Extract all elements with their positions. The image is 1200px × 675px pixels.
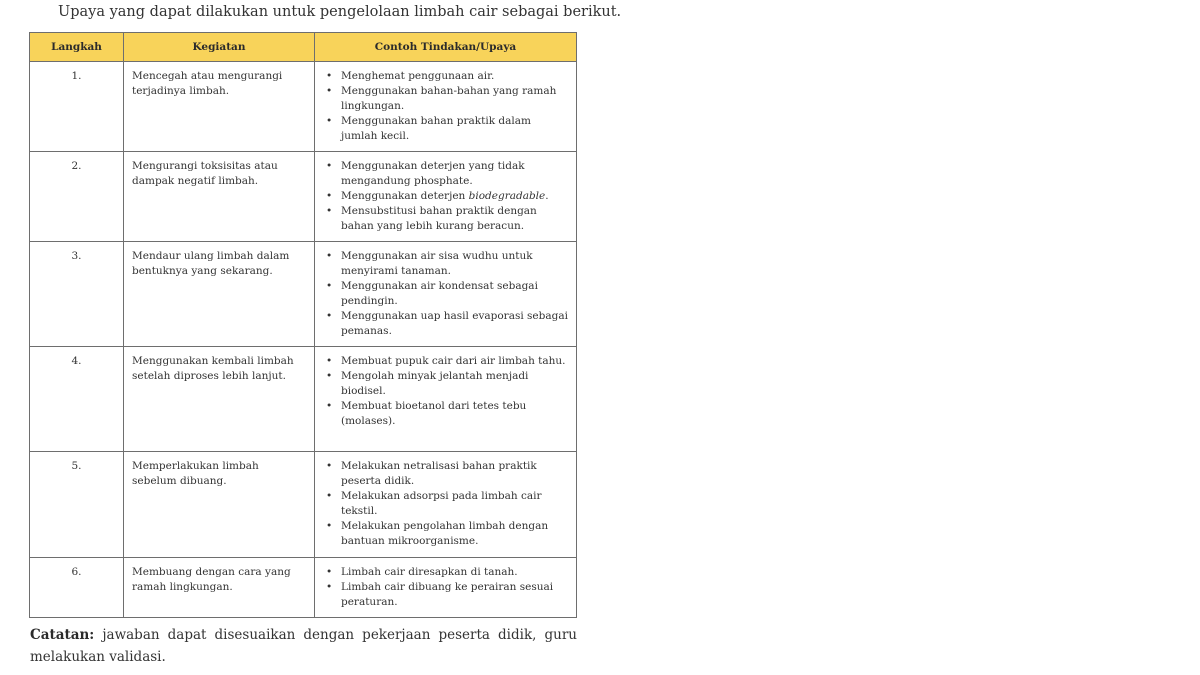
waste-management-table-container — [29, 32, 576, 618]
table-row — [30, 62, 577, 152]
action-item — [341, 580, 568, 610]
action-text: Melakukan adsorpsi pada limbah cair tekstil. — [341, 490, 542, 517]
action-text: Menggunakan deterjen yang tidak mengandung phosphate. — [341, 160, 525, 187]
note-label: Catatan: — [30, 627, 95, 643]
note-paragraph — [30, 624, 577, 668]
actions-cell — [315, 242, 577, 347]
step-number: 1. — [30, 62, 124, 152]
note-text: jawaban dapat disesuaikan dengan pekerjaan peserta didik, guru melakukan validasi. — [30, 627, 577, 665]
action-text: Menggunakan deterjen — [341, 190, 469, 202]
waste-management-table — [29, 32, 577, 618]
action-item — [341, 309, 568, 339]
actions-list — [323, 459, 568, 549]
action-text-suffix: . — [545, 190, 549, 202]
action-text: Mensubstitusi bahan praktik dengan bahan yang lebih kurang beracun. — [341, 205, 537, 232]
action-item — [341, 565, 568, 580]
action-item — [341, 69, 568, 84]
actions-list — [323, 159, 568, 234]
action-item — [341, 159, 568, 189]
table-row — [30, 242, 577, 347]
step-number: 2. — [30, 152, 124, 242]
table-row — [30, 452, 577, 558]
action-text: Melakukan netralisasi bahan praktik peserta didik. — [341, 460, 537, 487]
actions-cell — [315, 62, 577, 152]
activity-cell: Mengurangi toksisitas atau dampak negatif limbah. — [124, 152, 315, 242]
action-item — [341, 84, 568, 114]
header-activity: Kegiatan — [124, 33, 315, 62]
table-row — [30, 152, 577, 242]
actions-list — [323, 249, 568, 339]
header-step: Langkah — [30, 33, 124, 62]
actions-cell — [315, 452, 577, 558]
activity-cell: Menggunakan kembali limbah setelah diproses lebih lanjut. — [124, 347, 315, 452]
action-item — [341, 519, 568, 549]
actions-cell — [315, 347, 577, 452]
action-text: Menggunakan air sisa wudhu untuk menyirami tanaman. — [341, 250, 533, 277]
action-item — [341, 354, 568, 369]
action-item — [341, 249, 568, 279]
action-text: Limbah cair diresapkan di tanah. — [341, 566, 518, 578]
step-number: 5. — [30, 452, 124, 558]
table-row — [30, 558, 577, 618]
actions-cell — [315, 558, 577, 618]
step-number: 3. — [30, 242, 124, 347]
actions-list — [323, 354, 568, 429]
action-text: Membuat pupuk cair dari air limbah tahu. — [341, 355, 566, 367]
activity-cell: Mencegah atau mengurangi terjadinya limbah. — [124, 62, 315, 152]
action-text: Mengolah minyak jelantah menjadi biodisel. — [341, 370, 529, 397]
action-text: Menggunakan uap hasil evaporasi sebagai pemanas. — [341, 310, 568, 337]
action-italic-text: biodegradable — [468, 190, 546, 202]
activity-cell: Mendaur ulang limbah dalam bentuknya yang sekarang. — [124, 242, 315, 347]
action-item — [341, 369, 568, 399]
action-text: Menghemat penggunaan air. — [341, 70, 495, 82]
table-row — [30, 347, 577, 452]
action-text: Menggunakan bahan-bahan yang ramah lingkungan. — [341, 85, 557, 112]
action-text: Menggunakan bahan praktik dalam jumlah kecil. — [341, 115, 531, 142]
actions-list — [323, 565, 568, 610]
action-item — [341, 204, 568, 234]
action-item — [341, 399, 568, 429]
intro-text: Upaya yang dapat dilakukan untuk pengelolaan limbah cair sebagai berikut. — [58, 4, 622, 20]
table-header-row — [30, 33, 577, 62]
activity-cell: Membuang dengan cara yang ramah lingkungan. — [124, 558, 315, 618]
action-text: Menggunakan air kondensat sebagai pendingin. — [341, 280, 538, 307]
action-item — [341, 489, 568, 519]
action-text: Limbah cair dibuang ke perairan sesuai peraturan. — [341, 581, 554, 608]
action-item — [341, 189, 568, 204]
action-text: Melakukan pengolahan limbah dengan bantuan mikroorganisme. — [341, 520, 549, 547]
header-actions: Contoh Tindakan/Upaya — [315, 33, 577, 62]
action-item — [341, 279, 568, 309]
actions-list — [323, 69, 568, 144]
action-text: Membuat bioetanol dari tetes tebu (molases). — [341, 400, 527, 427]
action-item — [341, 114, 568, 144]
activity-cell: Memperlakukan limbah sebelum dibuang. — [124, 452, 315, 558]
step-number: 4. — [30, 347, 124, 452]
table-body — [30, 62, 577, 618]
actions-cell — [315, 152, 577, 242]
action-item — [341, 459, 568, 489]
step-number: 6. — [30, 558, 124, 618]
